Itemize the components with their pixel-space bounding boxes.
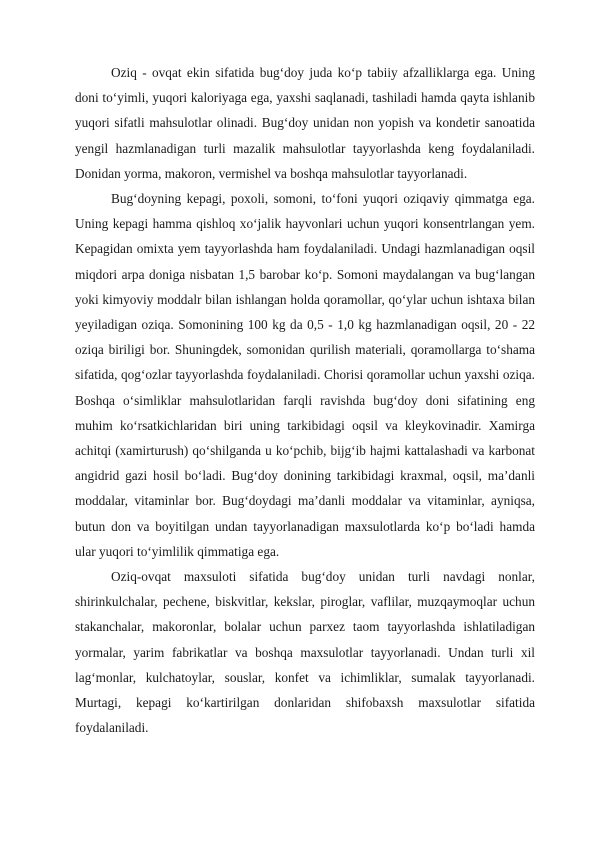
paragraph-2: Bug‘doyning kepagi, poxoli, somoni, to‘foni yuqori oziqaviy qimmatga ega. Uning kepagi hamma qishloq xo‘jalik hayvonlari uchun yuqori konsentrlangan yem. Kepagidan omixta yem tayyorlashda ham foydalaniladi. Undagi hazmlanadigan oqsil miqdori arpa doniga nisbatan 1,5 barobar ko‘p. Somoni maydalangan va bug‘langan yoki kimyoviy moddalr bilan ishlangan holda qoramollar, qo‘ylar uchun ishtaxa bilan yeyiladigan oziqa. Somonining 100 kg da 0,5 - 1,0 kg hazmlanadigan oqsil, 20 - 22 oziqa biriligi bor. Shuningdek, somonidan qurilish materiali, qoramollarga to‘shama sifatida, qog‘ozlar tayyorlashda foydalaniladi. Chorisi qoramollar uchun yaxshi oziqa. Boshqa o‘simliklar mahsulotlaridan farqli ravishda bug‘doy doni sifatining eng muhim ko‘rsatkichlaridan biri uning tarkibidagi oqsil va kleykovinadir. Xamirga achitqi (xamirturush) qo‘shilganda u ko‘pchib, bijg‘ib hajmi kattalashadi va karbonat angidrid gazi hosil bo‘ladi. Bug‘doy donining tarkibidagi kraxmal, oqsil, ma’danli moddalar, vitaminlar bor. Bug‘doydagi ma’danli moddalar va vitaminlar, ayniqsa, butun don va boyitilgan undan tayyorlanadigan maxsulotlarda ko‘p bo‘ladi hamda ular yuqori to‘yimlilik qimmatiga ega. — [75, 191, 535, 559]
paragraph-1: Oziq - ovqat ekin sifatida bug‘doy juda ko‘p tabiiy afzalliklarga ega. Uning doni to‘yimli, yuqori kaloriyaga ega, yaxshi saqlanadi, tashiladi hamda qayta ishlanib yuqori sifatli mahsulotlar olinadi. Bug‘doy unidan non yopish va kondetir sanoatida yengil hazmlanadigan turli mazalik mahsulotlar tayyorlashda keng foydalaniladi. Donidan yorma, makoron, vermishel va boshqa mahsulotlar tayyorlanadi. — [75, 65, 535, 181]
document-page — [75, 60, 535, 740]
paragraph-3: Oziq-ovqat maxsuloti sifatida bug‘doy unidan turli navdagi nonlar, shirinkulchalar, pechene, biskvitlar, kekslar, piroglar, vaflilar, muzqaymoqlar uchun stakanchalar, makoronlar, bolalar uchun parxez taom tayyorlashda ishlatiladigan yormalar, yarim fabrikatlar va boshqa maxsulotlar tayyorlanadi. Undan turli xil lag‘monlar, kulchatoylar, souslar, konfet va ichimliklar, sumalak tayyorlanadi. Murtagi, kepagi ko‘kartirilgan donlaridan shifobaxsh maxsulotlar sifatida foydalaniladi. — [75, 569, 535, 736]
